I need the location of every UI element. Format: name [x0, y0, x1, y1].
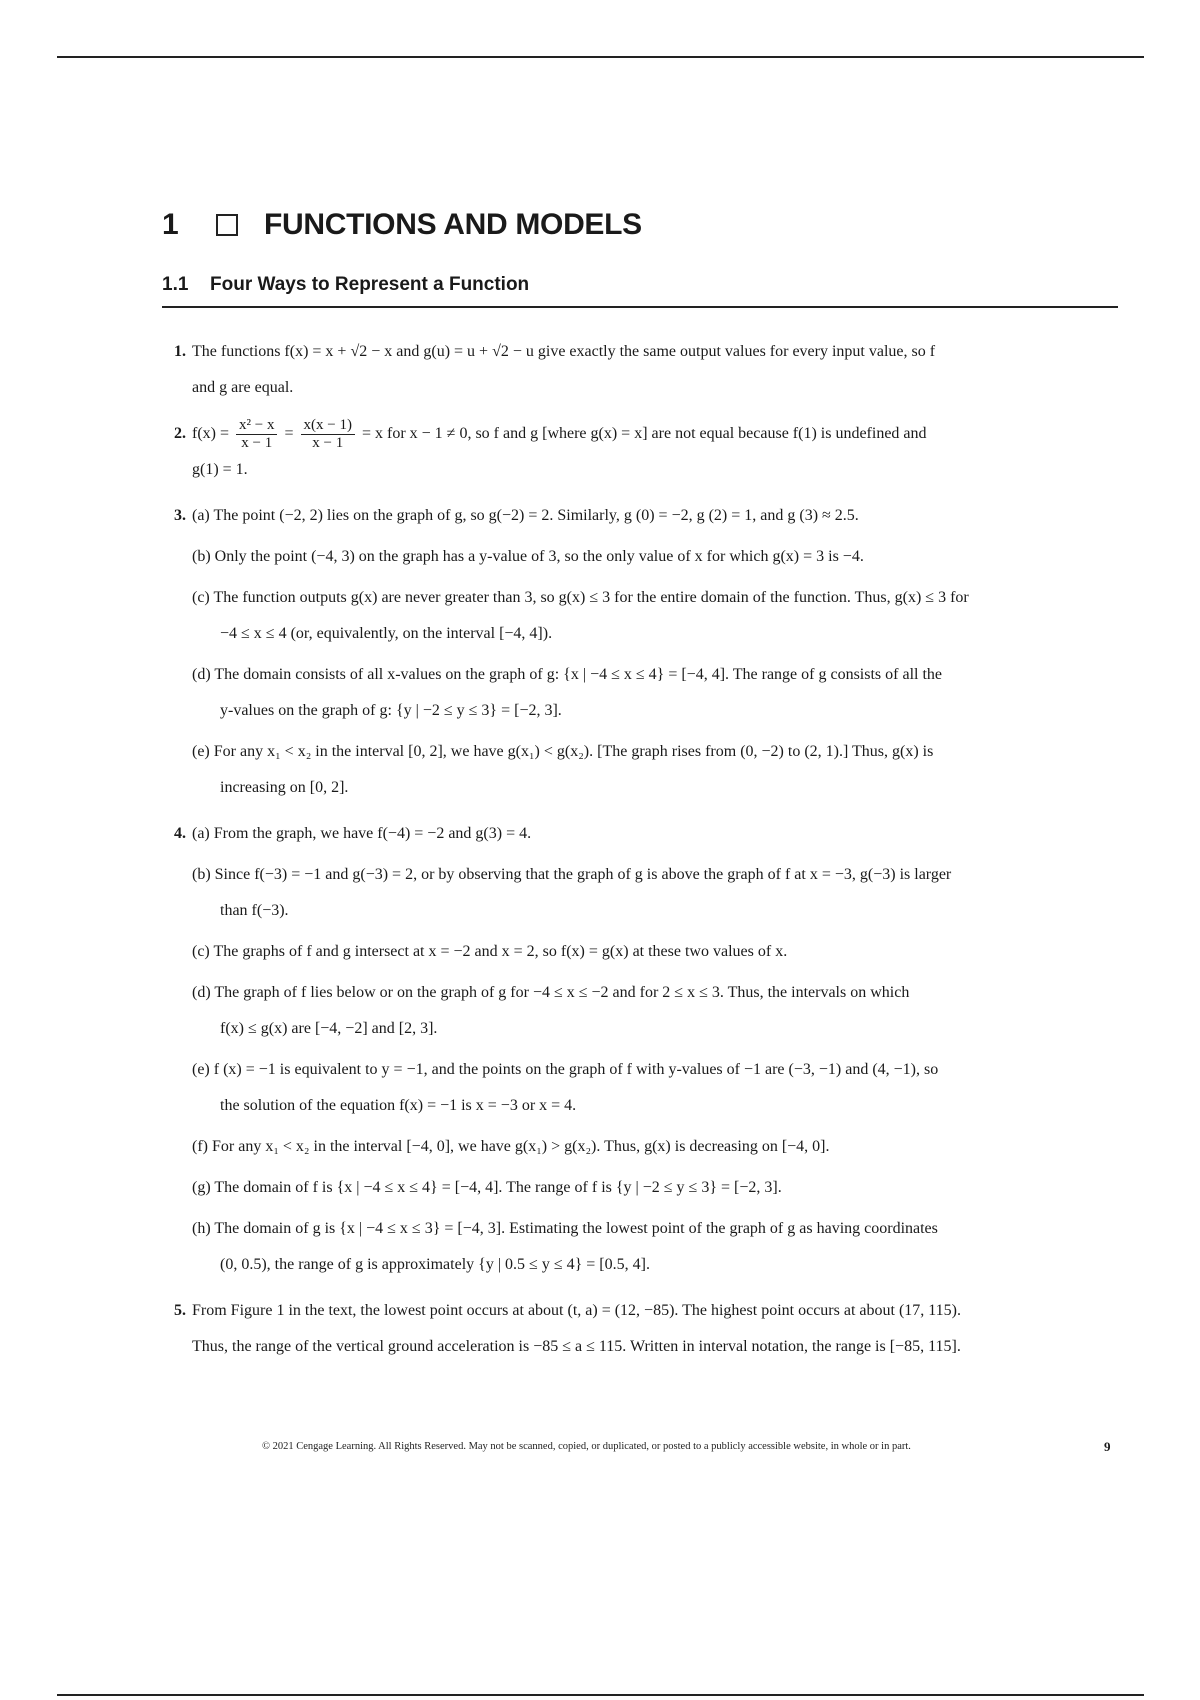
- section-title: Four Ways to Represent a Function: [210, 274, 530, 295]
- part-text: −4 ≤ x ≤ 4 (or, equivalently, on the interval [−4, 4]).: [220, 625, 553, 642]
- problem-2: [162, 416, 1122, 488]
- equation-rest: = x for x − 1 ≠ 0, so f and g [where g(x) = x] are not equal because f(1) is undefined and: [361, 425, 927, 442]
- part-e: [192, 734, 1122, 806]
- problem-3: [162, 498, 1122, 806]
- problem-text: g(1) = 1.: [192, 461, 248, 478]
- part-f: [192, 1129, 1122, 1165]
- part-text: (e) For any x₁ < x₂ in the interval [0, 2], we have g(x₁) < g(x₂). [The graph rises from (0, −2) to (2, 1).] Thus, g(x) is: [192, 743, 934, 760]
- denominator: x − 1: [241, 434, 273, 451]
- top-rule: [57, 56, 1144, 58]
- part-text: f(x) ≤ g(x) are [−4, −2] and [2, 3].: [220, 1020, 438, 1037]
- part-b: [192, 539, 1122, 575]
- problem-number: 2.: [174, 425, 186, 442]
- fraction: [236, 417, 277, 451]
- part-d: [192, 975, 1122, 1047]
- part-text: (f) For any x₁ < x₂ in the interval [−4, 0], we have g(x₁) > g(x₂). Thus, g(x) is decreasing on [−4, 0].: [192, 1138, 830, 1155]
- square-icon: [216, 214, 238, 236]
- part-text: increasing on [0, 2].: [220, 779, 349, 796]
- problem-text: The functions f(x) = x + √2 − x and g(u) = u + √2 − u give exactly the same output values for every input value, so f: [192, 343, 936, 360]
- problem-1: [162, 334, 1122, 406]
- part-e: [192, 1052, 1122, 1124]
- equation-lhs: f(x) =: [192, 425, 230, 442]
- part-text: than f(−3).: [220, 902, 289, 919]
- part-text: (c) The function outputs g(x) are never greater than 3, so g(x) ≤ 3 for the entire domain of the function. Thus, g(x) ≤ 3 for: [192, 589, 969, 606]
- problem-number: 4.: [174, 825, 186, 842]
- part-b: [192, 857, 1122, 929]
- part-text: the solution of the equation f(x) = −1 is x = −3 or x = 4.: [220, 1097, 577, 1114]
- part-d: [192, 657, 1122, 729]
- problem-number: 1.: [174, 343, 186, 360]
- problem-text: From Figure 1 in the text, the lowest point occurs at about (t, a) = (12, −85). The highest point occurs at about (17, 115).: [192, 1302, 962, 1319]
- part-text: y-values on the graph of g: {y | −2 ≤ y ≤ 3} = [−2, 3].: [220, 702, 562, 719]
- section-heading: [162, 274, 529, 296]
- problem-4: [162, 816, 1122, 1283]
- chapter-title: FUNCTIONS AND MODELS: [264, 208, 642, 241]
- problem-text: [192, 416, 1122, 452]
- denominator: x − 1: [312, 434, 344, 451]
- part-text: (b) Only the point (−4, 3) on the graph has a y-value of 3, so the only value of x for which g(x) = 3 is −4.: [192, 548, 864, 565]
- part-text: (a) From the graph, we have f(−4) = −2 and g(3) = 4.: [192, 825, 532, 842]
- part-text: (g) The domain of f is {x | −4 ≤ x ≤ 4} = [−4, 4]. The range of f is {y | −2 ≤ y ≤ 3} = [−2, 3].: [192, 1179, 782, 1196]
- chapter-heading: [162, 208, 642, 242]
- part-text: (c) The graphs of f and g intersect at x = −2 and x = 2, so f(x) = g(x) at these two values of x.: [192, 943, 788, 960]
- solutions-body: [162, 334, 1122, 1375]
- part-g: [192, 1170, 1122, 1206]
- part-text: (d) The graph of f lies below or on the graph of g for −4 ≤ x ≤ −2 and for 2 ≤ x ≤ 3. Thus, the intervals on which: [192, 984, 910, 1001]
- problem-number: 3.: [174, 507, 186, 524]
- part-text: (d) The domain consists of all x-values on the graph of g: {x | −4 ≤ x ≤ 4} = [−4, 4]. The range of g consists of all the: [192, 666, 943, 683]
- bottom-rule: [57, 1694, 1144, 1696]
- copyright-notice: © 2021 Cengage Learning. All Rights Reserved. May not be scanned, copied, or duplicated, or posted to a publicly accessible website, in whole or in part.: [262, 1441, 911, 1452]
- section-number: 1.1: [162, 274, 189, 295]
- equals-sign: =: [284, 425, 294, 442]
- part-text: (h) The domain of g is {x | −4 ≤ x ≤ 3} = [−4, 3]. Estimating the lowest point of the graph of g as having coordinates: [192, 1220, 938, 1237]
- part-h: [192, 1211, 1122, 1283]
- section-rule: [162, 306, 1118, 308]
- part-text: (b) Since f(−3) = −1 and g(−3) = 2, or by observing that the graph of g is above the graph of f at x = −3, g(−3) is larger: [192, 866, 952, 883]
- page-number: 9: [1104, 1439, 1111, 1454]
- part-a: [192, 816, 1122, 852]
- part-text: (0, 0.5), the range of g is approximately {y | 0.5 ≤ y ≤ 4} = [0.5, 4].: [220, 1256, 650, 1273]
- part-a: [192, 498, 1122, 534]
- problem-number: 5.: [174, 1302, 186, 1319]
- chapter-number: 1: [162, 208, 179, 241]
- part-text: (a) The point (−2, 2) lies on the graph of g, so g(−2) = 2. Similarly, g (0) = −2, g (2) = 1, and g (3) ≈ 2.5.: [192, 507, 859, 524]
- problem-text: Thus, the range of the vertical ground acceleration is −85 ≤ a ≤ 115. Written in interval notation, the range is [−85, 115].: [192, 1338, 961, 1355]
- numerator: x² − x: [236, 417, 277, 435]
- part-c: [192, 934, 1122, 970]
- part-text: (e) f (x) = −1 is equivalent to y = −1, and the points on the graph of f with y-values of −1 are (−3, −1) and (4, −1), so: [192, 1061, 939, 1078]
- part-c: [192, 580, 1122, 652]
- numerator: x(x − 1): [301, 417, 355, 435]
- fraction: [301, 417, 355, 451]
- problem-text: and g are equal.: [192, 379, 294, 396]
- problem-5: [162, 1293, 1122, 1365]
